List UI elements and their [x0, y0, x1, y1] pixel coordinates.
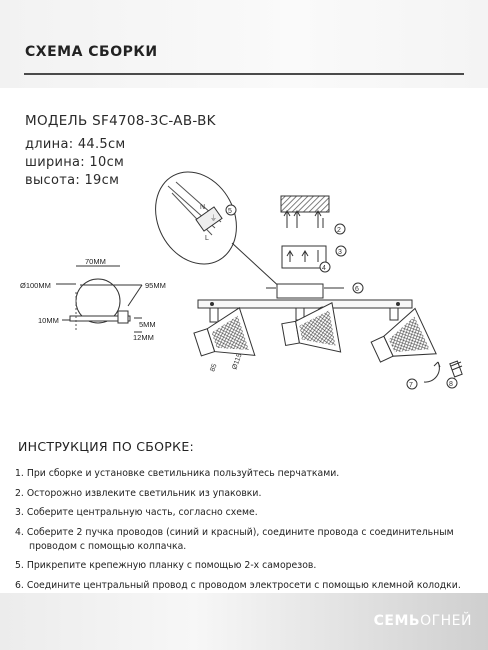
instruction-step: 6. Соедините центральный провод с проводом электросети с помощью клемной колодки.: [15, 579, 461, 591]
side-profile: [20, 257, 166, 342]
callout-4: [320, 262, 330, 272]
svg-text:6: 6: [355, 286, 359, 293]
dim-70mm: 70MM: [85, 257, 106, 266]
height-spec: высота: 19см: [25, 173, 120, 188]
spotlight-center: [280, 303, 341, 361]
light-bar: [198, 300, 412, 308]
wire-detail-ellipse: [140, 158, 283, 290]
page-title: СХЕМА СБОРКИ: [25, 44, 158, 60]
callout-3: [336, 246, 346, 256]
dim-5mm: 5MM: [139, 320, 156, 329]
rotate-arrow: [424, 362, 440, 382]
brand-logo: [374, 613, 472, 629]
instruction-step: 1. При сборке и установке светильника пользуйтесь перчатками.: [15, 468, 340, 479]
dim-12mm: 12MM: [133, 333, 154, 342]
instructions-title: ИНСТРУКЦИЯ ПО СБОРКЕ:: [18, 439, 195, 454]
dim-115: Ø115: [231, 352, 244, 371]
width-spec: ширина: 10см: [25, 155, 125, 170]
callout-8: [447, 378, 457, 388]
callout-5: [226, 205, 236, 215]
svg-text:3: 3: [338, 249, 342, 256]
dim-10mm: 10MM: [38, 316, 59, 325]
spotlight-left: [191, 308, 255, 373]
dim-95mm: 95MM: [145, 281, 166, 290]
spotlight-right: [366, 308, 436, 377]
svg-text:7: 7: [409, 382, 413, 389]
callout-7: [407, 379, 417, 389]
instruction-step: 2. Осторожно извлеките светильник из упаковки.: [15, 487, 262, 499]
terminal-letter-ground: ⏚: [210, 215, 217, 222]
svg-text:8: 8: [449, 381, 453, 388]
instruction-step: [15, 528, 461, 552]
mounting-plate: [282, 246, 326, 268]
instruction-list: [15, 469, 461, 600]
callout-6: [353, 283, 363, 293]
length-spec: длина: 44.5см: [25, 137, 126, 152]
ceiling-block: [281, 196, 329, 228]
footer-banner: [0, 593, 488, 650]
instruction-step-line: 4. Соберите 2 пучка проводов (синий и красный), соедините провода с соединительным: [15, 526, 454, 538]
svg-text:2: 2: [337, 227, 341, 234]
bulb-icon: [450, 361, 462, 377]
dim-85: 85: [209, 362, 219, 373]
brand-bold: СЕМЬ: [373, 613, 421, 629]
dim-100mm: Ø100MM: [20, 281, 51, 290]
svg-text:4: 4: [322, 265, 326, 272]
terminal-letter-n: N: [200, 204, 206, 211]
instruction-step: 5. Прикрепите крепежную планку с помощью 2-х саморезов.: [15, 560, 317, 571]
instruction-step: 3. Соберите центральную часть, согласно схеме.: [15, 507, 258, 518]
callout-2: [335, 224, 345, 234]
canopy: [266, 284, 344, 298]
brand-light: ОГНЕЙ: [420, 613, 472, 629]
svg-text:5: 5: [228, 208, 232, 215]
model-label: МОДЕЛЬ SF4708-3C-AB-BK: [25, 113, 216, 129]
instruction-step-continuation: проводом с помощью колпачка.: [29, 540, 187, 552]
terminal-letter-l: L: [205, 235, 209, 242]
